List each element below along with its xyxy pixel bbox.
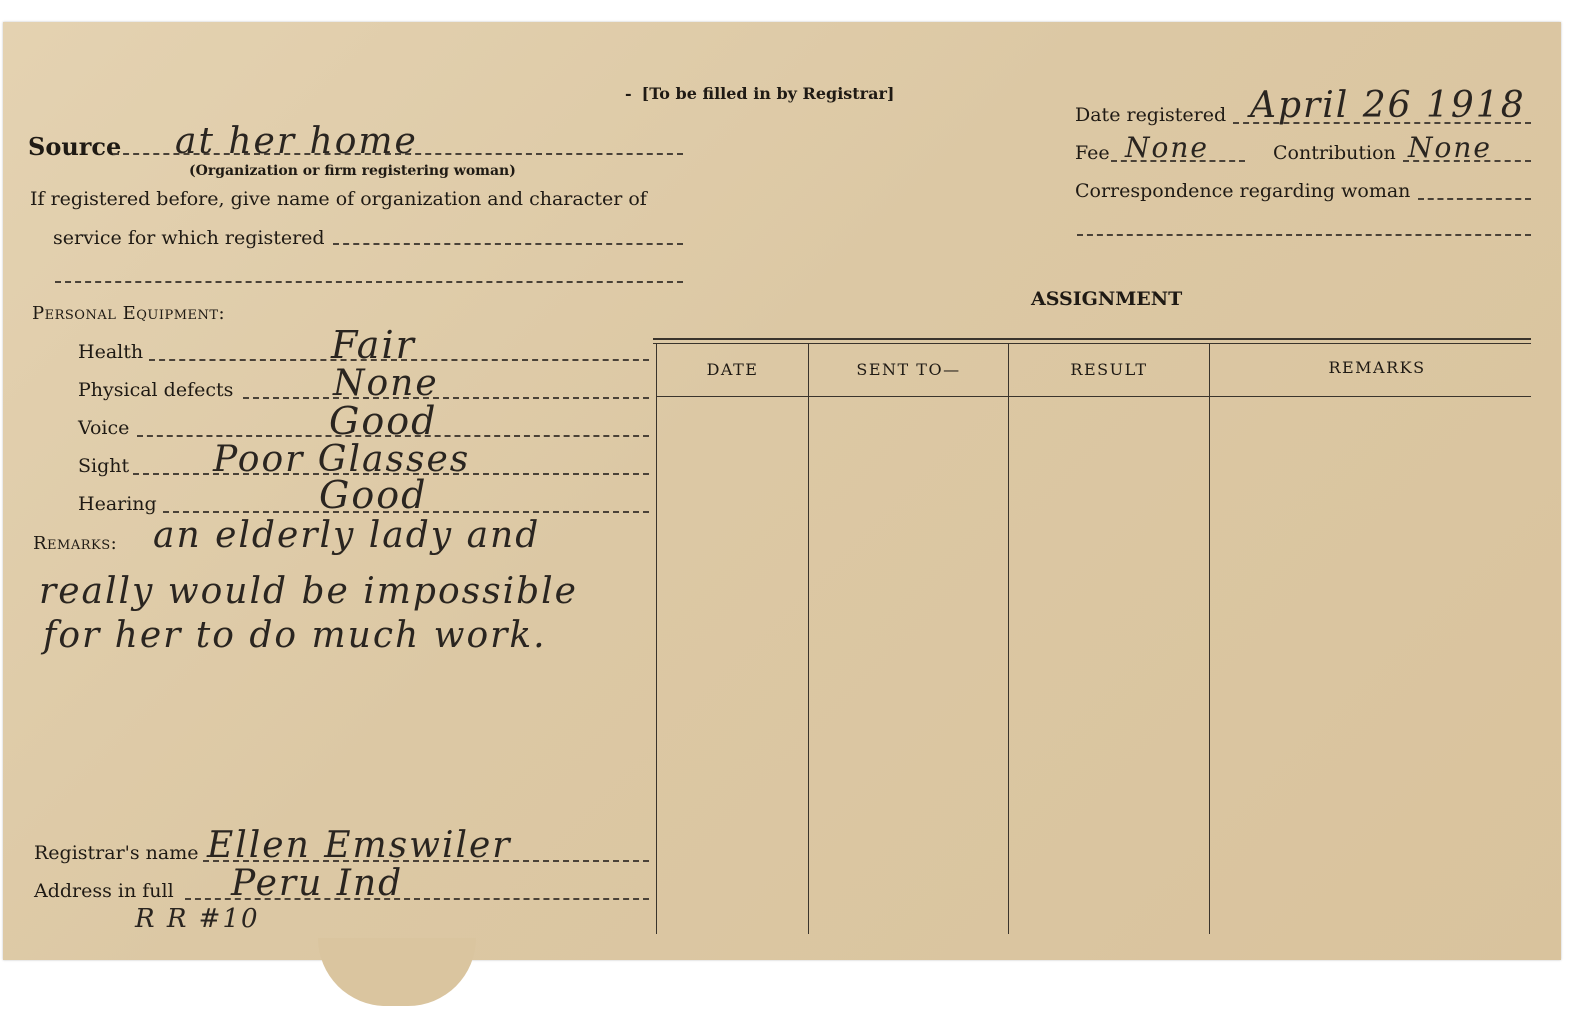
registered-before-line2: service for which registered — [53, 227, 325, 249]
hearing-value: Good — [319, 473, 428, 517]
assignment-col-line-1 — [656, 344, 657, 934]
source-label: Source — [28, 132, 122, 161]
physical-defects-value: None — [333, 363, 439, 404]
assignment-col-line-2 — [808, 344, 809, 934]
assignment-col-sent-to: SENT TO— — [856, 360, 961, 379]
assignment-top-rule-2 — [653, 343, 1531, 344]
date-registered-value: April 26 1918 — [1250, 85, 1526, 126]
assignment-col-line-3 — [1008, 344, 1009, 934]
health-value: Fair — [331, 323, 416, 367]
sight-label: Sight — [78, 455, 130, 477]
contribution-value: None — [1408, 131, 1492, 164]
card-tab — [318, 938, 476, 1006]
assignment-header-rule — [656, 396, 1531, 397]
health-label: Health — [78, 341, 144, 363]
registrar-name-value: Ellen Emswiler — [207, 825, 512, 866]
source-caption: (Organization or firm registering woman) — [189, 163, 516, 179]
correspondence-extra-line — [1077, 234, 1531, 236]
physical-defects-label: Physical defects — [78, 379, 234, 401]
correspondence-label: Correspondence regarding woman — [1075, 180, 1411, 202]
personal-equipment-heading: Personal Equipment: — [32, 303, 226, 324]
physical-defects-line — [243, 397, 649, 399]
address-value: Peru Ind — [231, 863, 404, 904]
assignment-col-line-4 — [1209, 344, 1210, 934]
sight-value: Poor Glasses — [213, 439, 471, 480]
address-extra: R R #10 — [135, 904, 260, 934]
assignment-title: ASSIGNMENT — [1031, 288, 1183, 310]
date-registered-label: Date registered — [1075, 104, 1227, 126]
registration-card — [3, 22, 1561, 960]
registered-before-line1: If registered before, give name of organization and character of — [30, 188, 647, 210]
contribution-label: Contribution — [1273, 142, 1396, 164]
assignment-col-date: DATE — [706, 360, 759, 379]
address-label: Address in full — [34, 880, 174, 902]
source-value: at her home — [175, 121, 418, 162]
hearing-label: Hearing — [78, 493, 157, 515]
assignment-col-remarks: REMARKS — [1328, 358, 1426, 377]
assignment-col-result: RESULT — [1070, 360, 1148, 379]
voice-value: Good — [329, 399, 438, 443]
fee-label: Fee — [1075, 142, 1110, 164]
remarks-line2: really would be impossible — [39, 571, 578, 612]
assignment-top-rule — [653, 338, 1531, 340]
registered-before-line — [333, 243, 683, 245]
correspondence-line — [1418, 198, 1531, 200]
remarks-line3: for her to do much work. — [43, 615, 547, 656]
registered-before-extra-line — [55, 281, 683, 283]
registrar-note: - [To be filled in by Registrar] — [625, 84, 895, 103]
voice-label: Voice — [78, 417, 130, 439]
remarks-label: Remarks: — [33, 533, 118, 554]
registrar-name-label: Registrar's name — [34, 842, 199, 864]
remarks-line1: an elderly lady and — [153, 515, 541, 556]
fee-value: None — [1125, 131, 1209, 164]
